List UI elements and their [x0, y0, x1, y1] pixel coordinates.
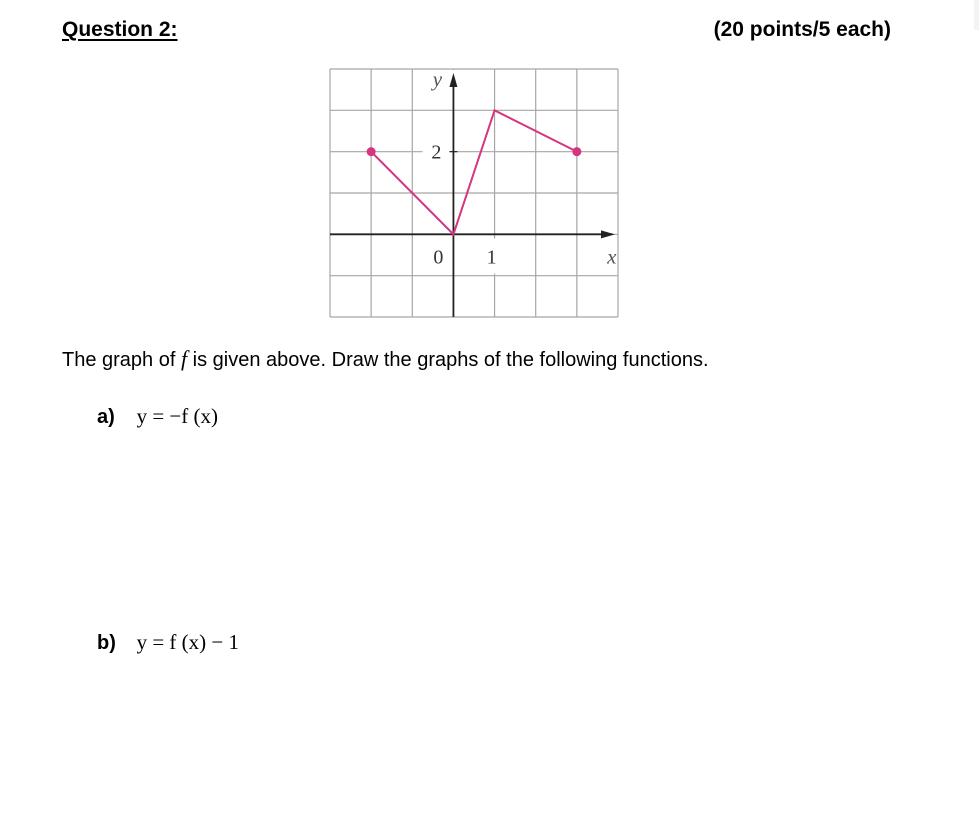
instructions-text-after: is given above. Draw the graphs of the following functions. [187, 349, 709, 371]
x-axis-label: x [607, 244, 617, 269]
curve [367, 110, 582, 234]
function-graph [329, 68, 619, 318]
graph-svg [329, 68, 619, 318]
grid [330, 69, 618, 317]
part-a [97, 404, 218, 429]
endpoint-dot [572, 147, 581, 156]
function-curve [371, 110, 577, 234]
part-b-label: b) [97, 632, 116, 654]
endpoint-dot [367, 147, 376, 156]
instructions-text-before: The graph of [62, 349, 181, 371]
instructions [62, 346, 709, 372]
question-title: Question 2: [62, 18, 178, 41]
function-symbol: f [180, 346, 188, 371]
y-tick-label: 2 [431, 141, 442, 164]
part-a-expression: y = −f (x) [136, 404, 218, 428]
x-tick-label: 1 [486, 246, 497, 269]
part-b [97, 630, 239, 655]
y-axis-label: y [432, 68, 443, 91]
part-a-label: a) [97, 406, 115, 428]
x-axis-arrow [601, 230, 615, 238]
x-tick-label: 0 [433, 246, 444, 269]
page-edge-shadow [974, 0, 979, 30]
part-b-expression: y = f (x) − 1 [136, 630, 239, 654]
points-label: (20 points/5 each) [713, 18, 891, 41]
labels [431, 68, 617, 268]
